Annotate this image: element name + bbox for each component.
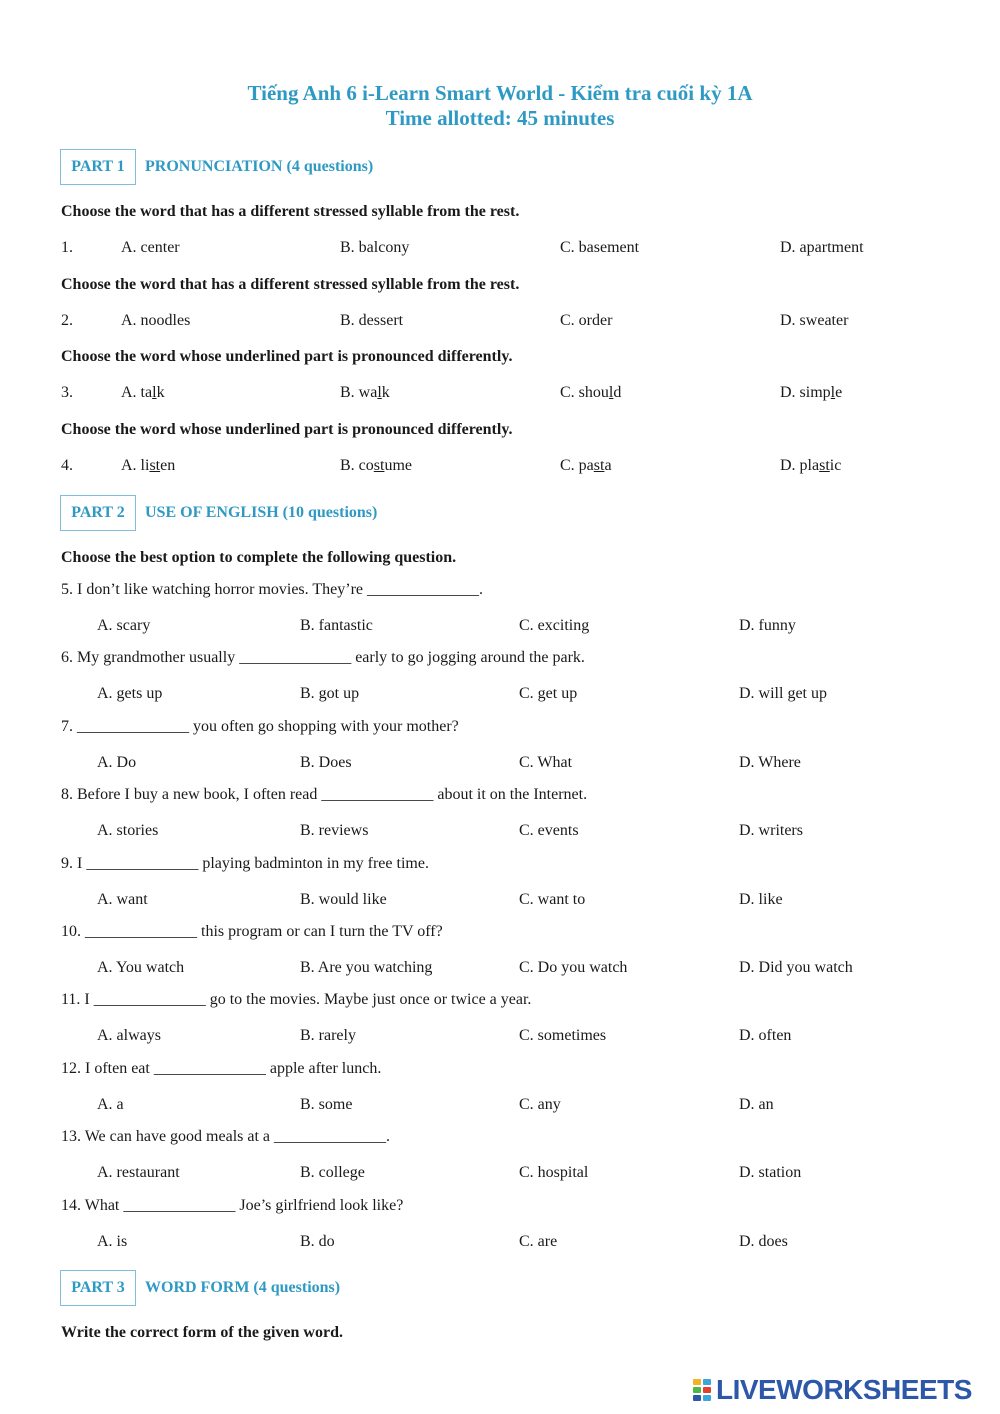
answer-option[interactable] <box>121 238 180 258</box>
option-text: a <box>604 457 612 474</box>
underlined-letters: l <box>830 384 836 401</box>
option-text: C. order <box>560 312 613 329</box>
underlined-letters: l <box>608 384 614 401</box>
instruction-underline-1: Choose the word whose underlined part is pronounced differently. <box>61 348 513 365</box>
answer-option[interactable]: C. get up <box>519 685 578 702</box>
option-text: B. dessert <box>340 312 404 329</box>
option-text: ic <box>829 457 842 474</box>
answer-option[interactable]: B. Does <box>300 754 352 771</box>
answer-option[interactable]: A. scary <box>97 617 151 634</box>
answer-option[interactable] <box>560 383 621 403</box>
answer-option[interactable]: B. do <box>300 1233 335 1250</box>
answer-option[interactable]: C. What <box>519 754 573 771</box>
answer-option[interactable]: D. like <box>739 891 783 908</box>
answer-option[interactable]: A. stories <box>97 822 159 839</box>
answer-option[interactable] <box>340 311 403 331</box>
answer-option[interactable]: D. funny <box>739 617 796 634</box>
question-number: 3. <box>61 384 73 401</box>
answer-option[interactable] <box>560 456 612 476</box>
option-text: C. shou <box>560 384 609 401</box>
instruction-word-form: Write the correct form of the given word. <box>61 1324 343 1341</box>
answer-option[interactable] <box>340 383 390 403</box>
answer-option[interactable]: C. want to <box>519 891 586 908</box>
option-text: k <box>156 384 165 401</box>
option-text: en <box>160 457 176 474</box>
answer-option[interactable] <box>340 456 412 476</box>
answer-option[interactable]: D. does <box>739 1233 788 1250</box>
answer-option[interactable]: D. station <box>739 1164 802 1181</box>
answer-option[interactable]: D. often <box>739 1027 792 1044</box>
answer-option[interactable]: B. college <box>300 1164 365 1181</box>
option-text: B. co <box>340 457 374 474</box>
option-text: C. pa <box>560 457 594 474</box>
question-text: 6. My grandmother usually ______________ early to go jogging around the park. <box>61 649 585 666</box>
answer-option[interactable]: B. reviews <box>300 822 369 839</box>
instruction-stress-1: Choose the word that has a different stressed syllable from the rest. <box>61 203 520 220</box>
answer-option[interactable] <box>780 456 841 476</box>
answer-option[interactable]: C. are <box>519 1233 558 1250</box>
instruction-underline-2: Choose the word whose underlined part is pronounced differently. <box>61 421 513 438</box>
answer-option[interactable]: B. got up <box>300 685 360 702</box>
answer-option[interactable]: A. is <box>97 1233 128 1250</box>
question-text: 9. I ______________ playing badminton in my free time. <box>61 855 429 872</box>
answer-option[interactable]: A. a <box>97 1096 124 1113</box>
answer-option[interactable]: B. Are you watching <box>300 959 433 976</box>
answer-option[interactable]: A. Do <box>97 754 137 771</box>
part-2-title: USE OF ENGLISH (10 questions) <box>145 504 378 521</box>
underlined-letters: st <box>373 457 385 474</box>
answer-option[interactable]: C. exciting <box>519 617 590 634</box>
instruction-stress-2: Choose the word that has a different stressed syllable from the rest. <box>61 276 520 293</box>
option-text: A. li <box>121 457 150 474</box>
answer-option[interactable]: A. restaurant <box>97 1164 180 1181</box>
question-number: 4. <box>61 457 73 474</box>
question-text: 14. What ______________ Joe’s girlfriend look like? <box>61 1197 404 1214</box>
answer-option[interactable]: B. some <box>300 1096 353 1113</box>
answer-option[interactable] <box>560 238 639 258</box>
answer-option[interactable] <box>560 311 612 331</box>
option-text: d <box>613 384 622 401</box>
option-text: ume <box>384 457 412 474</box>
question-text: 11. I ______________ go to the movies. Maybe just once or twice a year. <box>61 991 532 1008</box>
part-1-label: PART 1 <box>60 149 136 185</box>
liveworksheets-logo-text: LIVEWORKSHEETS <box>716 1374 972 1405</box>
question-text: 10. ______________ this program or can I turn the TV off? <box>61 923 443 940</box>
page-title: Tiếng Anh 6 i-Learn Smart World - Kiểm tra cuối kỳ 1A <box>247 81 753 105</box>
answer-option[interactable]: C. any <box>519 1096 561 1113</box>
answer-option[interactable]: A. You watch <box>97 959 185 976</box>
option-text: A. center <box>121 239 180 256</box>
underlined-letters: st <box>593 457 605 474</box>
answer-option[interactable] <box>121 383 165 403</box>
option-text: D. simp <box>780 384 831 401</box>
answer-option[interactable]: D. writers <box>739 822 803 839</box>
option-text: B. wa <box>340 384 378 401</box>
option-text: D. pla <box>780 457 820 474</box>
option-text: D. apartment <box>780 239 864 256</box>
answer-option[interactable] <box>780 383 842 403</box>
part-3-title: WORD FORM (4 questions) <box>145 1279 341 1296</box>
option-text: A. noodles <box>121 312 191 329</box>
answer-option[interactable]: C. Do you watch <box>519 959 628 976</box>
option-text: e <box>835 384 843 401</box>
part-1-title: PRONUNCIATION (4 questions) <box>145 158 374 175</box>
answer-option[interactable]: A. want <box>97 891 148 908</box>
answer-option[interactable]: C. events <box>519 822 579 839</box>
answer-option[interactable] <box>780 311 848 331</box>
question-text: 7. ______________ you often go shopping with your mother? <box>61 718 459 735</box>
answer-option[interactable] <box>340 238 409 258</box>
option-text: A. ta <box>121 384 153 401</box>
option-text: C. basement <box>560 239 640 256</box>
liveworksheets-logo <box>692 1374 972 1406</box>
question-text: 8. Before I buy a new book, I often read ______________ about it on the Internet. <box>61 786 588 803</box>
option-text: D. sweater <box>780 312 849 329</box>
answer-option[interactable]: D. an <box>739 1096 774 1113</box>
answer-option[interactable]: A. always <box>97 1027 161 1044</box>
question-number: 2. <box>61 312 73 329</box>
option-text: B. balcony <box>340 239 410 256</box>
instruction-best-option: Choose the best option to complete the following question. <box>61 549 457 566</box>
answer-option[interactable]: B. fantastic <box>300 617 373 634</box>
part-3-label: PART 3 <box>60 1270 136 1306</box>
answer-option[interactable]: B. would like <box>300 891 387 908</box>
answer-option[interactable]: A. gets up <box>97 685 163 702</box>
answer-option[interactable]: D. Did you watch <box>739 959 853 976</box>
option-text: k <box>381 384 390 401</box>
question-text: 13. We can have good meals at a ______________. <box>61 1128 391 1145</box>
answer-option[interactable]: B. rarely <box>300 1027 356 1044</box>
underlined-letters: st <box>819 457 830 474</box>
question-text: 5. I don’t like watching horror movies. They’re ______________. <box>61 581 483 598</box>
answer-option[interactable] <box>121 456 175 476</box>
question-text: 12. I often eat ______________ apple after lunch. <box>61 1060 382 1077</box>
answer-option[interactable]: D. will get up <box>739 685 827 702</box>
underlined-letters: l <box>377 384 382 401</box>
underlined-letters: st <box>149 457 161 474</box>
question-number: 1. <box>61 239 73 256</box>
underlined-letters: l <box>152 384 157 401</box>
time-allotted: Time allotted: 45 minutes <box>385 106 615 130</box>
answer-option[interactable]: C. sometimes <box>519 1027 607 1044</box>
answer-option[interactable] <box>121 311 190 331</box>
answer-option[interactable] <box>780 238 864 258</box>
answer-option[interactable]: D. Where <box>739 754 801 771</box>
part-2-label: PART 2 <box>60 495 136 531</box>
answer-option[interactable]: C. hospital <box>519 1164 589 1181</box>
liveworksheets-logo-icon <box>692 1378 712 1402</box>
